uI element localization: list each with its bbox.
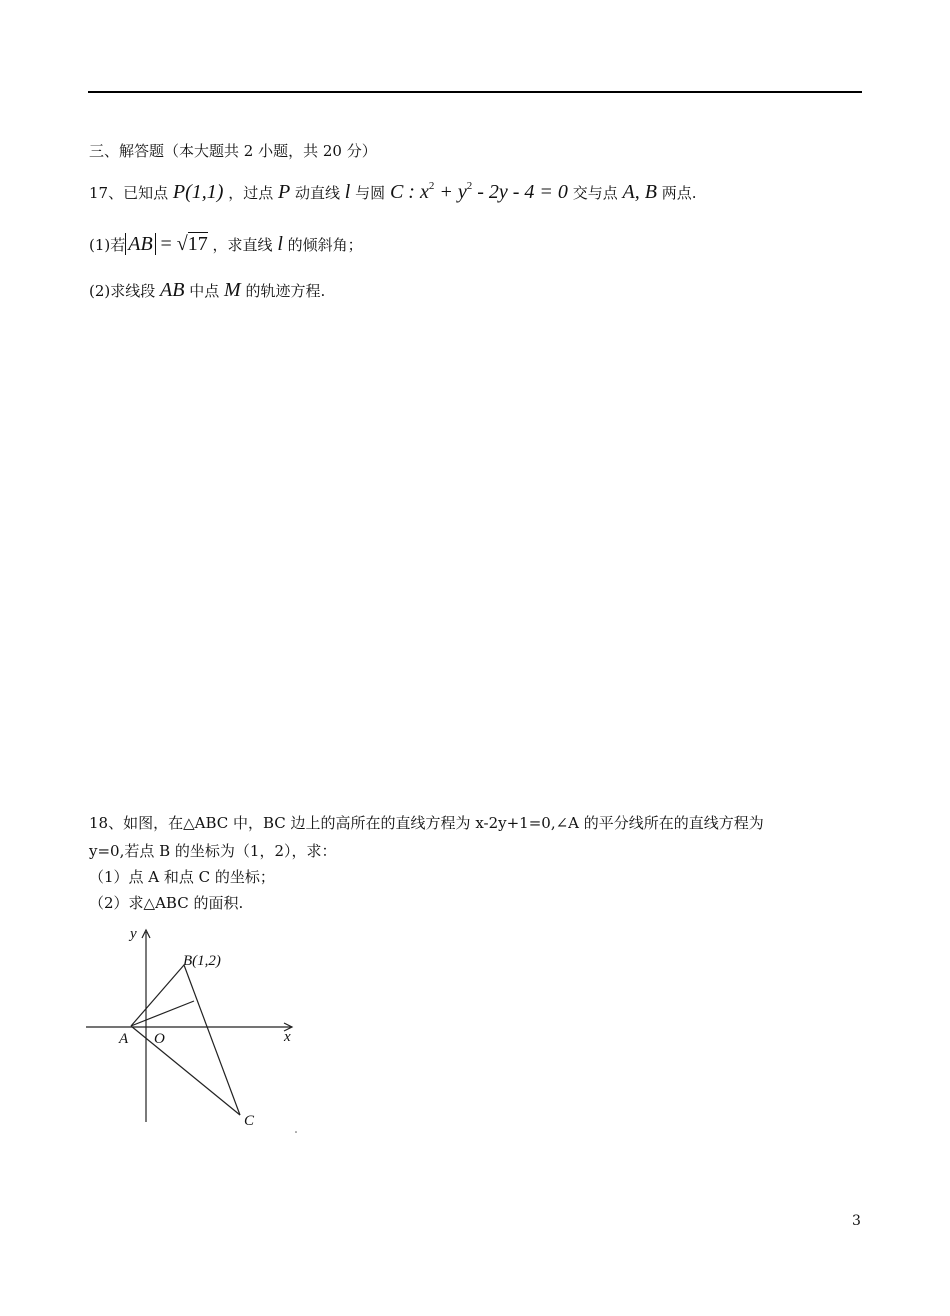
label-c: C bbox=[244, 1113, 255, 1129]
problem-18-question-2: （2）求△ABC 的面积. bbox=[89, 894, 244, 912]
problem-17-question-2 bbox=[89, 279, 325, 302]
problem-18-line-2: y=0,若点 B 的坐标为（1，2），求： bbox=[89, 842, 337, 860]
var-p: P bbox=[278, 181, 291, 203]
points-ab: A, B bbox=[622, 181, 657, 203]
q1-text-3: 的倾斜角； bbox=[287, 236, 363, 254]
p17-text-5: 两点. bbox=[661, 184, 697, 202]
p17-text-1: ，过点 bbox=[228, 184, 274, 202]
problem-18-line-1: 18、如图，在△ABC 中，BC 边上的高所在的直线方程为 x-2y+1=0,∠A 的平分线所在的直线方程为 bbox=[89, 814, 764, 832]
p17-text-4: 交与点 bbox=[572, 184, 618, 202]
abs-ab: AB bbox=[125, 233, 155, 255]
eq-sqrt: = √ bbox=[160, 233, 188, 255]
side-ab bbox=[131, 965, 184, 1026]
header-rule bbox=[88, 91, 862, 93]
q2-var-ab: AB bbox=[160, 279, 185, 301]
square-1: 2 bbox=[428, 180, 435, 192]
circle-equation bbox=[390, 181, 568, 203]
q1-text-2: ，求直线 bbox=[212, 236, 273, 254]
stray-mark bbox=[295, 1131, 297, 1133]
p17-text-2: 动直线 bbox=[295, 184, 341, 202]
circle-eq-c: - 2y - 4 = 0 bbox=[472, 181, 568, 203]
label-b: B(1,2) bbox=[183, 953, 221, 969]
label-a: A bbox=[119, 1031, 129, 1047]
q2-text-3: 的轨迹方程. bbox=[245, 282, 326, 300]
p17-text-3: 与圆 bbox=[355, 184, 386, 202]
q2-prefix: (2)求线段 bbox=[89, 282, 156, 300]
circle-eq-b: + y bbox=[434, 181, 467, 203]
label-x: x bbox=[284, 1029, 291, 1045]
q2-var-m: M bbox=[224, 279, 241, 301]
page-number: 3 bbox=[852, 1213, 861, 1229]
var-l: l bbox=[344, 181, 351, 203]
q1-prefix: (1)若 bbox=[89, 236, 126, 254]
label-y: y bbox=[130, 926, 137, 942]
point-p: P(1,1) bbox=[172, 181, 224, 203]
problem-17-question-1 bbox=[89, 233, 363, 256]
square-2: 2 bbox=[466, 180, 473, 192]
altitude-from-a bbox=[131, 1001, 194, 1026]
label-o: O bbox=[154, 1031, 165, 1047]
q2-text-2: 中点 bbox=[189, 282, 220, 300]
problem-18-question-1: （1）点 A 和点 C 的坐标； bbox=[89, 868, 275, 886]
q1-var-l: l bbox=[277, 233, 283, 255]
triangle-figure bbox=[80, 922, 310, 1137]
problem-17-statement bbox=[89, 180, 696, 204]
sqrt-17: 17 bbox=[187, 233, 208, 255]
circle-eq-a: C : x bbox=[389, 181, 429, 203]
section-title: 三、解答题（本大题共 2 小题，共 20 分） bbox=[89, 142, 377, 160]
p17-prefix: 17、已知点 bbox=[89, 184, 169, 202]
